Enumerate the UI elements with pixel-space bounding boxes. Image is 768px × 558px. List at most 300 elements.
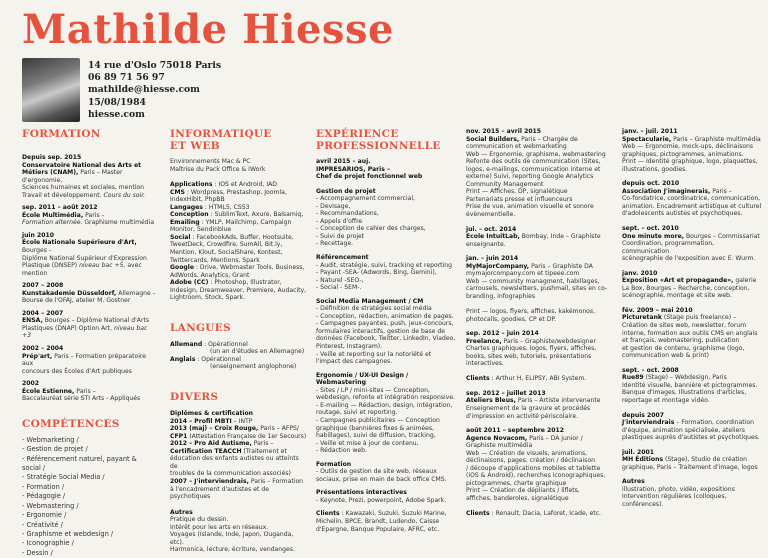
experience-section-line: données (Facebook, Twitter, LinkedIn, Viadeo, <box>316 335 456 343</box>
contact-block <box>88 60 221 121</box>
formation-school: École Multimédia, <box>22 211 84 219</box>
job-line: Graphiste multimédia <box>466 442 533 450</box>
divers-lines <box>170 410 308 501</box>
experience-section-line: - Campagnes payantes, push, jeux-concours, <box>316 320 454 328</box>
info-value: : Wordpress, Prestashop, Joomla, <box>184 188 287 196</box>
job-date: janv. – juil. 2011 <box>622 128 678 135</box>
divers-heading: DIVERS <box>170 391 219 404</box>
job-detail: Paris – <box>710 187 732 195</box>
job-line: affiches, banderoles, signalétique <box>466 494 569 502</box>
job-title-line <box>622 277 762 285</box>
job-item <box>622 412 762 442</box>
job-detail: Paris – Chargée de <box>519 135 578 143</box>
job-item <box>622 367 762 405</box>
info-line <box>170 264 308 272</box>
experience-section-line: - Audit, stratégie, suivi, tracking et reporting <box>316 261 452 269</box>
job-item <box>622 449 762 472</box>
divers-line <box>170 433 308 441</box>
job-item <box>622 128 762 173</box>
formation-date: 2004 – 2007 <box>22 309 64 317</box>
job-line: / découpe d'applications mobiles et tablette <box>466 464 601 472</box>
job-line: d'adolescents autistes et psychotiques. <box>622 210 743 218</box>
info-value: IndexHibit, PhpBB <box>170 196 225 204</box>
experience-section-title: Présentations interactives <box>316 489 407 497</box>
job-line: (iOS & Android), recherches iconographiques, <box>466 472 606 480</box>
formation-line <box>22 192 157 200</box>
info-line <box>170 189 308 197</box>
formation-date: 2007 – 2008 <box>22 282 64 290</box>
job-title-line <box>622 188 762 196</box>
experience-section-title: Ergonomie / UX-UI Design / Webmastering <box>316 371 409 387</box>
job-line: illustration, photo, vidéo, expositions <box>622 485 735 493</box>
job-autres: Autres <box>622 478 645 486</box>
experience-section <box>316 254 456 292</box>
formation-detail: Paris – <box>74 387 96 395</box>
job-line: Print — Affiches, DP, signalétique <box>466 188 568 196</box>
divers-label: CFP1 <box>170 432 188 440</box>
address: 14 rue d'Oslo 75018 Paris <box>88 60 222 71</box>
experience-section <box>316 461 456 484</box>
formation-title-line <box>22 162 157 185</box>
formation-item <box>22 380 157 403</box>
divers-label: Diplômes & certification <box>170 410 253 418</box>
experience-clients <box>316 510 456 533</box>
job-line: Co-fondatrice, coordinatrice, communication, <box>622 195 761 203</box>
competence-item: - Pédagogie / <box>22 492 66 501</box>
job-line: interactives. <box>466 360 504 368</box>
experience-section-line: - Veille et reporting sur la notoriété et <box>316 350 432 358</box>
experience-section <box>316 489 456 504</box>
experience-section-line: - Appels d'offre <box>316 217 363 225</box>
job-title-line <box>622 136 762 144</box>
experience-section <box>316 372 456 455</box>
experience-section-line: - Sites / LP / mini-sites — Conception, <box>316 386 430 394</box>
langue-allemand-note: (un an d'études en Allemagne) <box>210 348 305 356</box>
experience-section-line: l'impact des campagnes. <box>316 358 393 366</box>
divers-label: 2007 – J'interviendrais, <box>170 477 249 485</box>
experience-section-line: - Social - SEM-. <box>316 284 362 292</box>
job-line: Partenariats presse et influenceurs <box>466 195 573 203</box>
formation-detail: Paris – Master d'ergonomie, <box>22 169 123 184</box>
experience-section-line: habillages), suivi de diffusion, tracking, <box>316 432 436 440</box>
info-label: CMS <box>170 188 185 196</box>
experience-clients-line <box>316 510 456 518</box>
formation-line <box>22 262 157 270</box>
email[interactable]: mathilde@hiesse.com <box>88 84 200 96</box>
competence-item: - Webmastering / <box>22 501 79 510</box>
job-detail: Paris – Graphiste DA <box>529 262 593 270</box>
experience-section-line: - Définition de stratégies social média <box>316 305 432 313</box>
job-line: communication web & print) <box>622 352 709 360</box>
job-detail: (Stage) – Webdesign, Paris <box>643 374 727 382</box>
experience-company: IMPRESARIOS, Paris – <box>316 165 391 173</box>
formation-detail: Paris – Formation préparatoire aux <box>22 352 147 368</box>
formation-detail: Travail et développement. <box>22 191 102 199</box>
divers-autres-line: Pratique du dessin. <box>170 516 229 524</box>
formation-date: 2002 – 2004 <box>22 345 64 353</box>
experience-section-title: Référencement <box>316 254 369 262</box>
info-value: : YMLP, Mailchimp, Campaign <box>199 218 292 226</box>
experience-section-line: - Keynote, Prezi, powerpoint, Adobe Spark. <box>316 496 447 504</box>
job-company: MyMajorCompany, <box>466 262 530 270</box>
job-title-line <box>622 233 762 241</box>
experience-section-line: routage, suivi et reporting. <box>316 409 398 417</box>
job-date: jui. – oct. 2014 <box>466 225 517 233</box>
info-line <box>170 181 308 189</box>
divers-line <box>170 478 308 486</box>
job-line: books, sites web, tutoriels, présentations <box>466 352 592 360</box>
job-company: Ecole IntuitLab, <box>466 233 520 241</box>
experience-section <box>316 298 456 366</box>
divers-line <box>170 486 308 501</box>
formation-list <box>22 154 157 403</box>
info-value: : Photoshop, Illustrator, <box>208 279 282 287</box>
experience-section-line: - Payant -SEA- (Adwords, Bing, Gemini), <box>316 269 437 277</box>
birth-date: 15/08/1984 <box>88 96 146 108</box>
info-line <box>170 294 308 302</box>
experience-section-line: - E-mailing — Rédaction, design, intégration, <box>316 401 453 409</box>
job-line: pictogrammes, charte graphique <box>466 479 567 487</box>
job-item <box>466 226 612 249</box>
divers-line <box>170 455 308 470</box>
job-detail: – Formation, coordination <box>674 419 754 427</box>
job-detail: Paris – Graphiste/webdesigner <box>501 337 596 345</box>
job-title-line <box>466 338 612 346</box>
clients-value: d'Epargne, Banque Populaire, AFRC, etc. <box>316 525 440 533</box>
formation-school: ENSA, <box>22 317 43 325</box>
formation-detail: avec <box>125 262 142 270</box>
experience-section-line: - Recommandations, <box>316 210 379 218</box>
clients-value: : Kawazaki, Suzuki, Suzuki Marine, <box>339 510 447 518</box>
job-date: janv. 2010 <box>622 269 658 277</box>
experience-section-line: - Veille et mise à jour de contenu, <box>316 439 419 447</box>
info-value: : Drive, Webmaster Tools, Business, <box>193 264 305 272</box>
competence-item: - Graphisme et webdesign / <box>22 529 114 538</box>
formation-note: niveau bac +5, <box>77 262 126 270</box>
formation-item <box>22 232 157 277</box>
clients-value: : Arthur H, ELIPSY, ABI System. <box>489 375 587 383</box>
job-item <box>622 270 762 300</box>
job-item <box>622 307 762 360</box>
divers-value: éducation des enfants autistes ou atteints de <box>170 455 299 470</box>
experience-section-line: - Suivi de projet <box>316 232 365 240</box>
competences-heading: COMPÉTENCES <box>22 417 120 430</box>
job-line: conférences). <box>622 500 664 508</box>
clients-value: Michelin, BPCE, Brandt, Ludendo, Caisse <box>316 517 440 525</box>
clients-value: : Renault, Dacia, Laforet, Icade, etc. <box>489 510 601 518</box>
formation-detail: Bourse de l'OFAJ, atelier M. Gostner <box>22 297 131 305</box>
job-line: plastiques auprès d'autistes et psychotiques. <box>622 434 760 442</box>
job-line <box>466 503 612 511</box>
job-item <box>466 128 612 219</box>
formation-note: niveau bac +3 <box>22 324 148 340</box>
formation-detail: Graphisme multimédia <box>82 219 155 227</box>
clients-label: Clients <box>466 510 490 518</box>
info-value: : SublimText, Axure, Balsamiq, <box>208 211 304 219</box>
info-label: Applications <box>170 181 213 189</box>
competence-item: - Dessin / <box>22 548 53 557</box>
job-date: sept. – oct. 2010 <box>622 225 679 233</box>
info-value: : HTML5, CSS3 <box>202 203 250 211</box>
divers-value: (Traitement et <box>241 447 287 455</box>
divers-line <box>170 470 308 478</box>
job-line: Print — Identité graphique, logo, plaquettes, <box>622 158 758 166</box>
job-title-line <box>622 374 762 382</box>
formation-item <box>22 154 157 199</box>
info-line <box>170 234 308 242</box>
job-line: branding, infographies <box>466 292 536 300</box>
info-line <box>170 196 308 204</box>
job-company: Social Builders, <box>466 135 520 143</box>
info-line: Environnements Mac & PC <box>170 158 251 165</box>
experience-section-line: formulaires interactifs, gestion de base de <box>316 327 446 335</box>
job-line <box>466 300 612 308</box>
divers-label: 2014 – Profil MBTI <box>170 417 232 425</box>
job-line: scénographie de l'exposition avec E. Wurm. <box>622 255 756 263</box>
info-label: Emailing <box>170 218 200 226</box>
formation-detail: Plastique (DNSEP) <box>22 262 78 270</box>
formation-note: Cours du soir. <box>101 191 146 199</box>
job-line: Chartes graphiques, logos, flyers, affiches, <box>466 345 597 353</box>
job-item <box>466 427 612 518</box>
website[interactable]: hiesse.com <box>88 108 145 120</box>
column-formation <box>22 128 157 558</box>
formation-school: Conservatoire National des Arts et Métiers (CNAM), <box>22 161 142 177</box>
job-line: Enseignement de la gravure et procédés <box>466 404 591 412</box>
job-line: Création de sites web, newsletter, forum <box>622 322 747 330</box>
info-value: TweetDeck, Crowdfire, SumAll, Bit.ly, <box>170 241 283 249</box>
job-title-line <box>466 263 612 271</box>
formation-detail: mention <box>22 269 48 277</box>
job-detail: (Stage), Studio de création <box>663 456 748 464</box>
job-detail: galerie <box>733 277 757 285</box>
job-date: août 2011 – septembre 2012 <box>466 427 565 435</box>
job-line: enseignante. <box>466 240 506 248</box>
job-line: Print — logos, flyers, affiches, kakémonos, <box>466 307 596 315</box>
phone: 06 89 71 56 97 <box>88 72 165 84</box>
info-label: Social <box>170 233 191 241</box>
page-title: Mathilde Hiesse <box>22 6 394 53</box>
job-line: logos, e-mailings, communication interne et <box>466 165 601 173</box>
job-company: One minute more, <box>622 232 685 240</box>
formation-title-line <box>22 317 157 325</box>
formation-school: École Nationale Supérieure d'Art, <box>22 239 137 247</box>
info-label: Google <box>170 264 194 272</box>
info-line <box>170 211 308 219</box>
job-detail: Paris – DA junior / <box>527 434 583 442</box>
competence-item: - Référencement naturel, payant & social / <box>22 454 137 473</box>
column-experience-2 <box>466 128 612 525</box>
job-title-line <box>466 435 612 443</box>
formation-item <box>22 204 157 227</box>
job-date: sep. 2012 – juillet 2013 <box>466 389 546 397</box>
job-date: jan. – juin 2014 <box>466 255 519 263</box>
job-title-line <box>466 233 612 241</box>
clients-label: Clients <box>466 375 490 383</box>
formation-item <box>22 345 157 375</box>
formation-date: sep. 2011 – août 2012 <box>22 204 98 212</box>
job-item <box>466 255 612 323</box>
experience-section-line: - Outils de gestion de site web, réseaux <box>316 468 437 476</box>
formation-title-line <box>22 290 157 298</box>
competence-item: - Iconographie / <box>22 539 74 548</box>
competence-item: - Ergonomie / <box>22 511 67 520</box>
formation-detail: Bourges – Diplôme National d'Arts <box>42 317 150 325</box>
job-company: Association J'imaginerais, <box>622 187 711 195</box>
competences-list <box>22 436 157 558</box>
divers-value: Paris – AFPS/ <box>258 425 299 433</box>
info-line <box>170 279 308 287</box>
info-label: Langages <box>170 203 203 211</box>
info-value: AdWords, Analytics, Grant <box>170 271 250 279</box>
divers-line <box>170 410 308 418</box>
formation-line <box>22 368 157 376</box>
formation-detail: Diplôme National Supérieur d'Expression <box>22 254 147 262</box>
formation-note: Formation alternée. <box>22 219 83 227</box>
job-line: Identité visuelle, bannière et pictogrammes. <box>622 381 758 389</box>
job-date: sept. – oct. 2008 <box>622 366 679 374</box>
info-value: Mention, Klout, SocialShare, Kontest, <box>170 249 283 257</box>
formation-school: École Estienne, <box>22 387 75 395</box>
experience-section-line: - Accompagnement commercial, <box>316 195 415 203</box>
job-line: Web — Ergonomie, graphisme, webmastering <box>466 150 606 158</box>
info-line <box>170 241 308 249</box>
job-date: nov. 2015 – avril 2015 <box>466 128 542 135</box>
job-item <box>466 390 612 420</box>
divers-autres-heading: Autres <box>170 508 193 516</box>
info-line <box>170 219 308 227</box>
job-line: et gestion de contenu, graphisme (logo, <box>622 344 745 352</box>
job-company: Rue89 <box>622 374 644 382</box>
divers-line <box>170 418 308 426</box>
experience-section-line: - Conception, rédaction, animation de pages. <box>316 312 454 320</box>
divers-value: Paris – Formation <box>248 477 304 485</box>
job-title-line <box>622 314 762 322</box>
langue-anglais-note: (enseignement anglophone) <box>210 363 297 371</box>
job-line: d'équipe, animation spécialisée, ateliers <box>622 426 745 434</box>
job-line: animation. Encadrement artistique et culturel <box>622 202 762 210</box>
formation-detail: Bourges – <box>22 247 52 255</box>
experience-section-line: webdesign, refonte et intégration responsive. <box>316 394 456 402</box>
job-company: J'interviendrais <box>622 419 675 427</box>
job-line: carrousels, newsletters, pushmail, sites en co- <box>466 285 608 293</box>
job-line: illustrations, goodies. <box>622 165 688 173</box>
divers-value: Paris – <box>251 440 274 448</box>
experience-section-title: Gestion de projet <box>316 187 376 195</box>
divers-label: Certification TEACCH <box>170 447 242 455</box>
job-line: déclinaisons, pages, création / déclinaison <box>466 457 595 465</box>
divers-value: (Attestation Française de 1er Secours) <box>187 432 307 440</box>
experience-role: Chef de projet fonctionnel web <box>316 173 423 181</box>
experience-section <box>316 188 456 248</box>
column-informatique <box>170 128 308 554</box>
competence-item: - Gestion de projet / <box>22 445 88 454</box>
job-company: Freelance, <box>466 337 502 345</box>
info-line <box>170 287 308 295</box>
experience-heading: EXPÉRIENCE PROFESSIONNELLE <box>316 128 441 152</box>
job-line: La Box, Bourges – Recherche, conception, <box>622 284 750 292</box>
job-line: interne, formation aux outils CMS en anglais <box>622 329 758 337</box>
formation-item <box>22 282 157 305</box>
job-line: Intervention régulières (colloques, <box>622 493 727 501</box>
langue-anglais: Anglais : Opérationnel <box>170 355 241 363</box>
job-item <box>622 478 762 508</box>
info-value: Twittercards, Mentions, Spark <box>170 256 260 264</box>
job-line: et français, webmastering, publication <box>622 337 740 345</box>
formation-date: juin 2010 <box>22 231 54 239</box>
experience-section-line: graphique (bannières fixes & animées, <box>316 424 434 432</box>
job-company: Agence Novacom, <box>466 434 528 442</box>
experience-section-line: sociaux, prise en main de back office CMS. <box>316 475 447 483</box>
competence-item: - Créativité / <box>22 520 63 529</box>
job-date: depuis oct. 2010 <box>622 180 680 188</box>
divers-label: 2013 (maj) – Croix Rouge, <box>170 425 259 433</box>
column-experience-3 <box>622 128 762 516</box>
formation-detail: Paris – <box>83 211 105 219</box>
job-line: Web — community managment, habillages, <box>466 277 600 285</box>
job-item <box>622 180 762 218</box>
info-lines <box>170 181 308 302</box>
info-line <box>170 249 308 257</box>
job-clients <box>466 375 612 383</box>
experience-section-line: - Devisage, <box>316 202 351 210</box>
divers-line <box>170 425 308 433</box>
job-line: mymajorcompany.com et tipeee.com <box>466 270 580 278</box>
job-title-line <box>466 136 612 144</box>
job-clients <box>466 510 612 518</box>
job-line: externe) Suivi, reporting Google Analytics <box>466 173 594 181</box>
job-line: reportage et montage vidéo. <box>622 396 710 404</box>
job-date: juil. 2001 <box>622 448 655 456</box>
job-line <box>466 368 612 376</box>
formation-line <box>22 325 157 340</box>
experience-section-line: - Naturel -SEO-, <box>316 276 364 284</box>
formation-item <box>22 310 157 340</box>
info-value: Indesign, Dreamweaver, Premiere, Audacity, <box>170 286 307 294</box>
job-title-line <box>622 419 762 427</box>
experience-section-line: - Conception de cahier des charges, <box>316 225 426 233</box>
formation-detail: concours des Écoles d'Art publiques <box>22 367 132 375</box>
experience-section-title: Social Media Management / CM <box>316 297 424 305</box>
formation-date: 2002 <box>22 380 39 388</box>
formation-detail: Sciences humaines et sociales, mention <box>22 184 145 192</box>
job-line: Web — Création de visuels, animations, <box>466 449 588 457</box>
info-label: Adobe (CC) <box>170 279 209 287</box>
job-line: Print — Création de dépliants / liflets, <box>466 487 580 495</box>
info-value: : FacebookAds, Buffer, Hootsuite, <box>190 233 294 241</box>
divers-autres-line: Intérêt pour les arts en réseaux. <box>170 523 269 531</box>
info-line: Maîtrise du Pack Office & IWork <box>170 165 266 173</box>
job-line: Web — Ergonomie, mock-ups, déclinaisons <box>622 143 754 151</box>
experience-section-line: - Campagnes publicitaires — Conception <box>316 416 440 424</box>
experience-section-line: Pinterest, Instagram). <box>316 343 383 351</box>
job-line: scénographie, montage et site web. <box>622 292 732 300</box>
info-value: Lightroom, Stock, Spark. <box>170 294 246 302</box>
info-line <box>170 272 308 280</box>
info-line <box>170 226 308 234</box>
formation-heading: FORMATION <box>22 128 101 140</box>
job-title-line <box>466 397 612 405</box>
job-line: graphique, Paris – Traitement d'image, logos <box>622 463 758 471</box>
divers-label: 2012 – Pro Aid Autisme, <box>170 440 252 448</box>
job-item <box>466 330 612 383</box>
job-detail: (Stage puis freelance) – <box>661 314 737 322</box>
formation-title-line <box>22 239 157 254</box>
formation-detail: Plastiques (DNAP) Option Art, <box>22 324 113 332</box>
job-title-line <box>622 456 762 464</box>
info-value: : IOS et Android, IAD <box>212 181 277 189</box>
job-detail: Bombay, Inde – Graphiste <box>519 233 601 241</box>
